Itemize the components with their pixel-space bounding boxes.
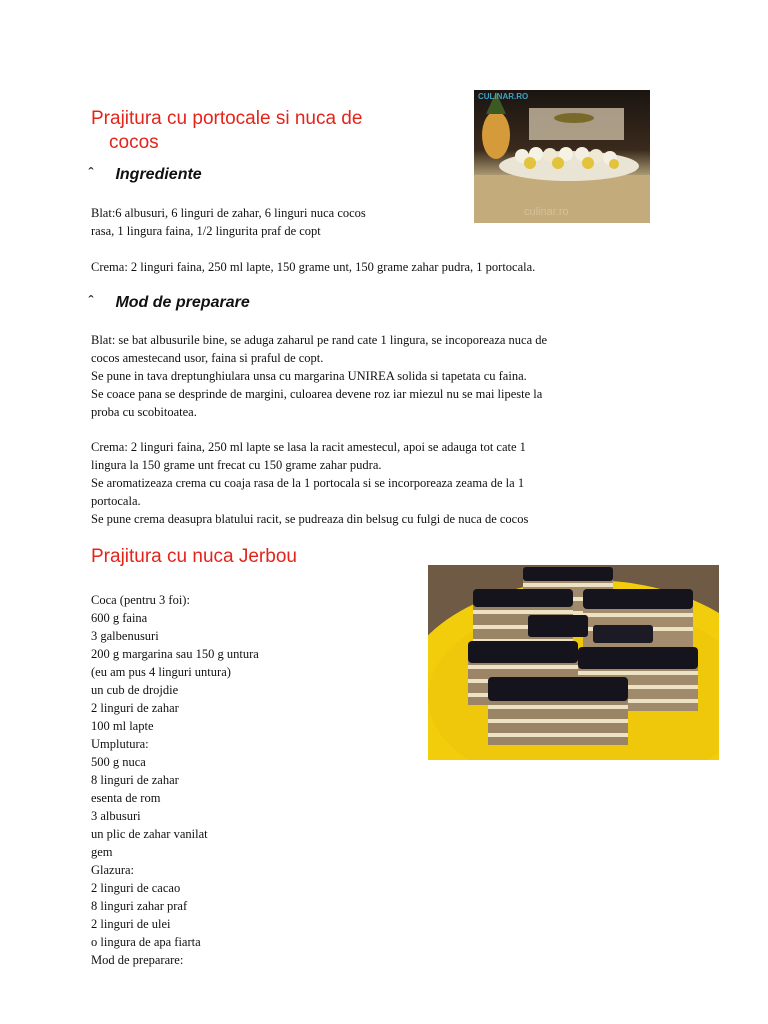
ingredients-heading <box>91 165 202 185</box>
orange-coconut-cake-photo <box>474 90 650 223</box>
recipe2-title: Prajitura cu nuca Jerbou <box>91 546 297 567</box>
method-blat: Blat: se bat albusurile bine, se aduga zaharul pe rand cate 1 lingura, se incoporeaza nuca de cocos amestecand usor, faina si praful de copt. Se pune in tava dreptunghiulara unsa cu margarina UNIREA solida si tapetata cu faina. Se coace pana se desprinde de margini, culoarea devene roz iar miezul nu se mai lipeste la proba cu scobitoatea. <box>91 333 548 419</box>
method-heading <box>91 293 250 313</box>
walnut-cake-drawing <box>428 565 719 760</box>
photo-watermark-bottom: culinar.ro <box>524 206 569 218</box>
method-crema: Crema: 2 linguri faina, 250 ml lapte se lasa la racit amestecul, apoi se adauga tot cate 1 lingura la 150 grame unt frecat cu 150 grame zahar pudra. Se aromatizeaza crema cu coaja rasa de la 1 portocala si se incorporeaza zeama de la 1 portocala. Se pune crema deasupra blatului racit, se pudreaza din belsug cu fulgi de nuca de cocos <box>91 440 529 526</box>
recipe2-ingredients-list: Coca (pentru 3 foi): 600 g faina 3 galbenusuri 200 g margarina sau 150 g untura (eu am pus 4 linguri untura) un cub de drojdie 2 linguri de zahar 100 ml lapte Umplutura: 500 g nuca 8 linguri de zahar esenta de rom 3 albusuri un plic de zahar vanilat gem Glazura: 2 linguri de cacao 8 linguri zahar praf 2 linguri de ulei o lingura de apa fiarta Mod de preparare: <box>91 593 259 967</box>
recipe1-title-line2: cocos <box>109 132 159 153</box>
photo-watermark-top: CULINAR.RO <box>478 92 529 101</box>
recipe1-title-line1: Prajitura cu portocale si nuca de <box>91 108 363 129</box>
ingredients-blat: Blat:6 albusuri, 6 linguri de zahar, 6 linguri nuca cocos rasa, 1 lingura faina, 1/2 lingurita praf de copt <box>91 206 366 238</box>
cake-photo-drawing <box>474 90 650 223</box>
heading-bullet-icon <box>91 165 111 185</box>
ingredients-heading-text: Ingrediente <box>115 166 202 183</box>
ingredients-crema: Crema: 2 linguri faina, 250 ml lapte, 150 grame unt, 150 grame zahar pudra, 1 portocala. <box>91 260 536 274</box>
recipe1-title <box>91 107 431 155</box>
heading-bullet-icon <box>91 293 111 313</box>
walnut-cake-photo <box>428 565 719 760</box>
method-heading-text: Mod de preparare <box>115 294 250 311</box>
